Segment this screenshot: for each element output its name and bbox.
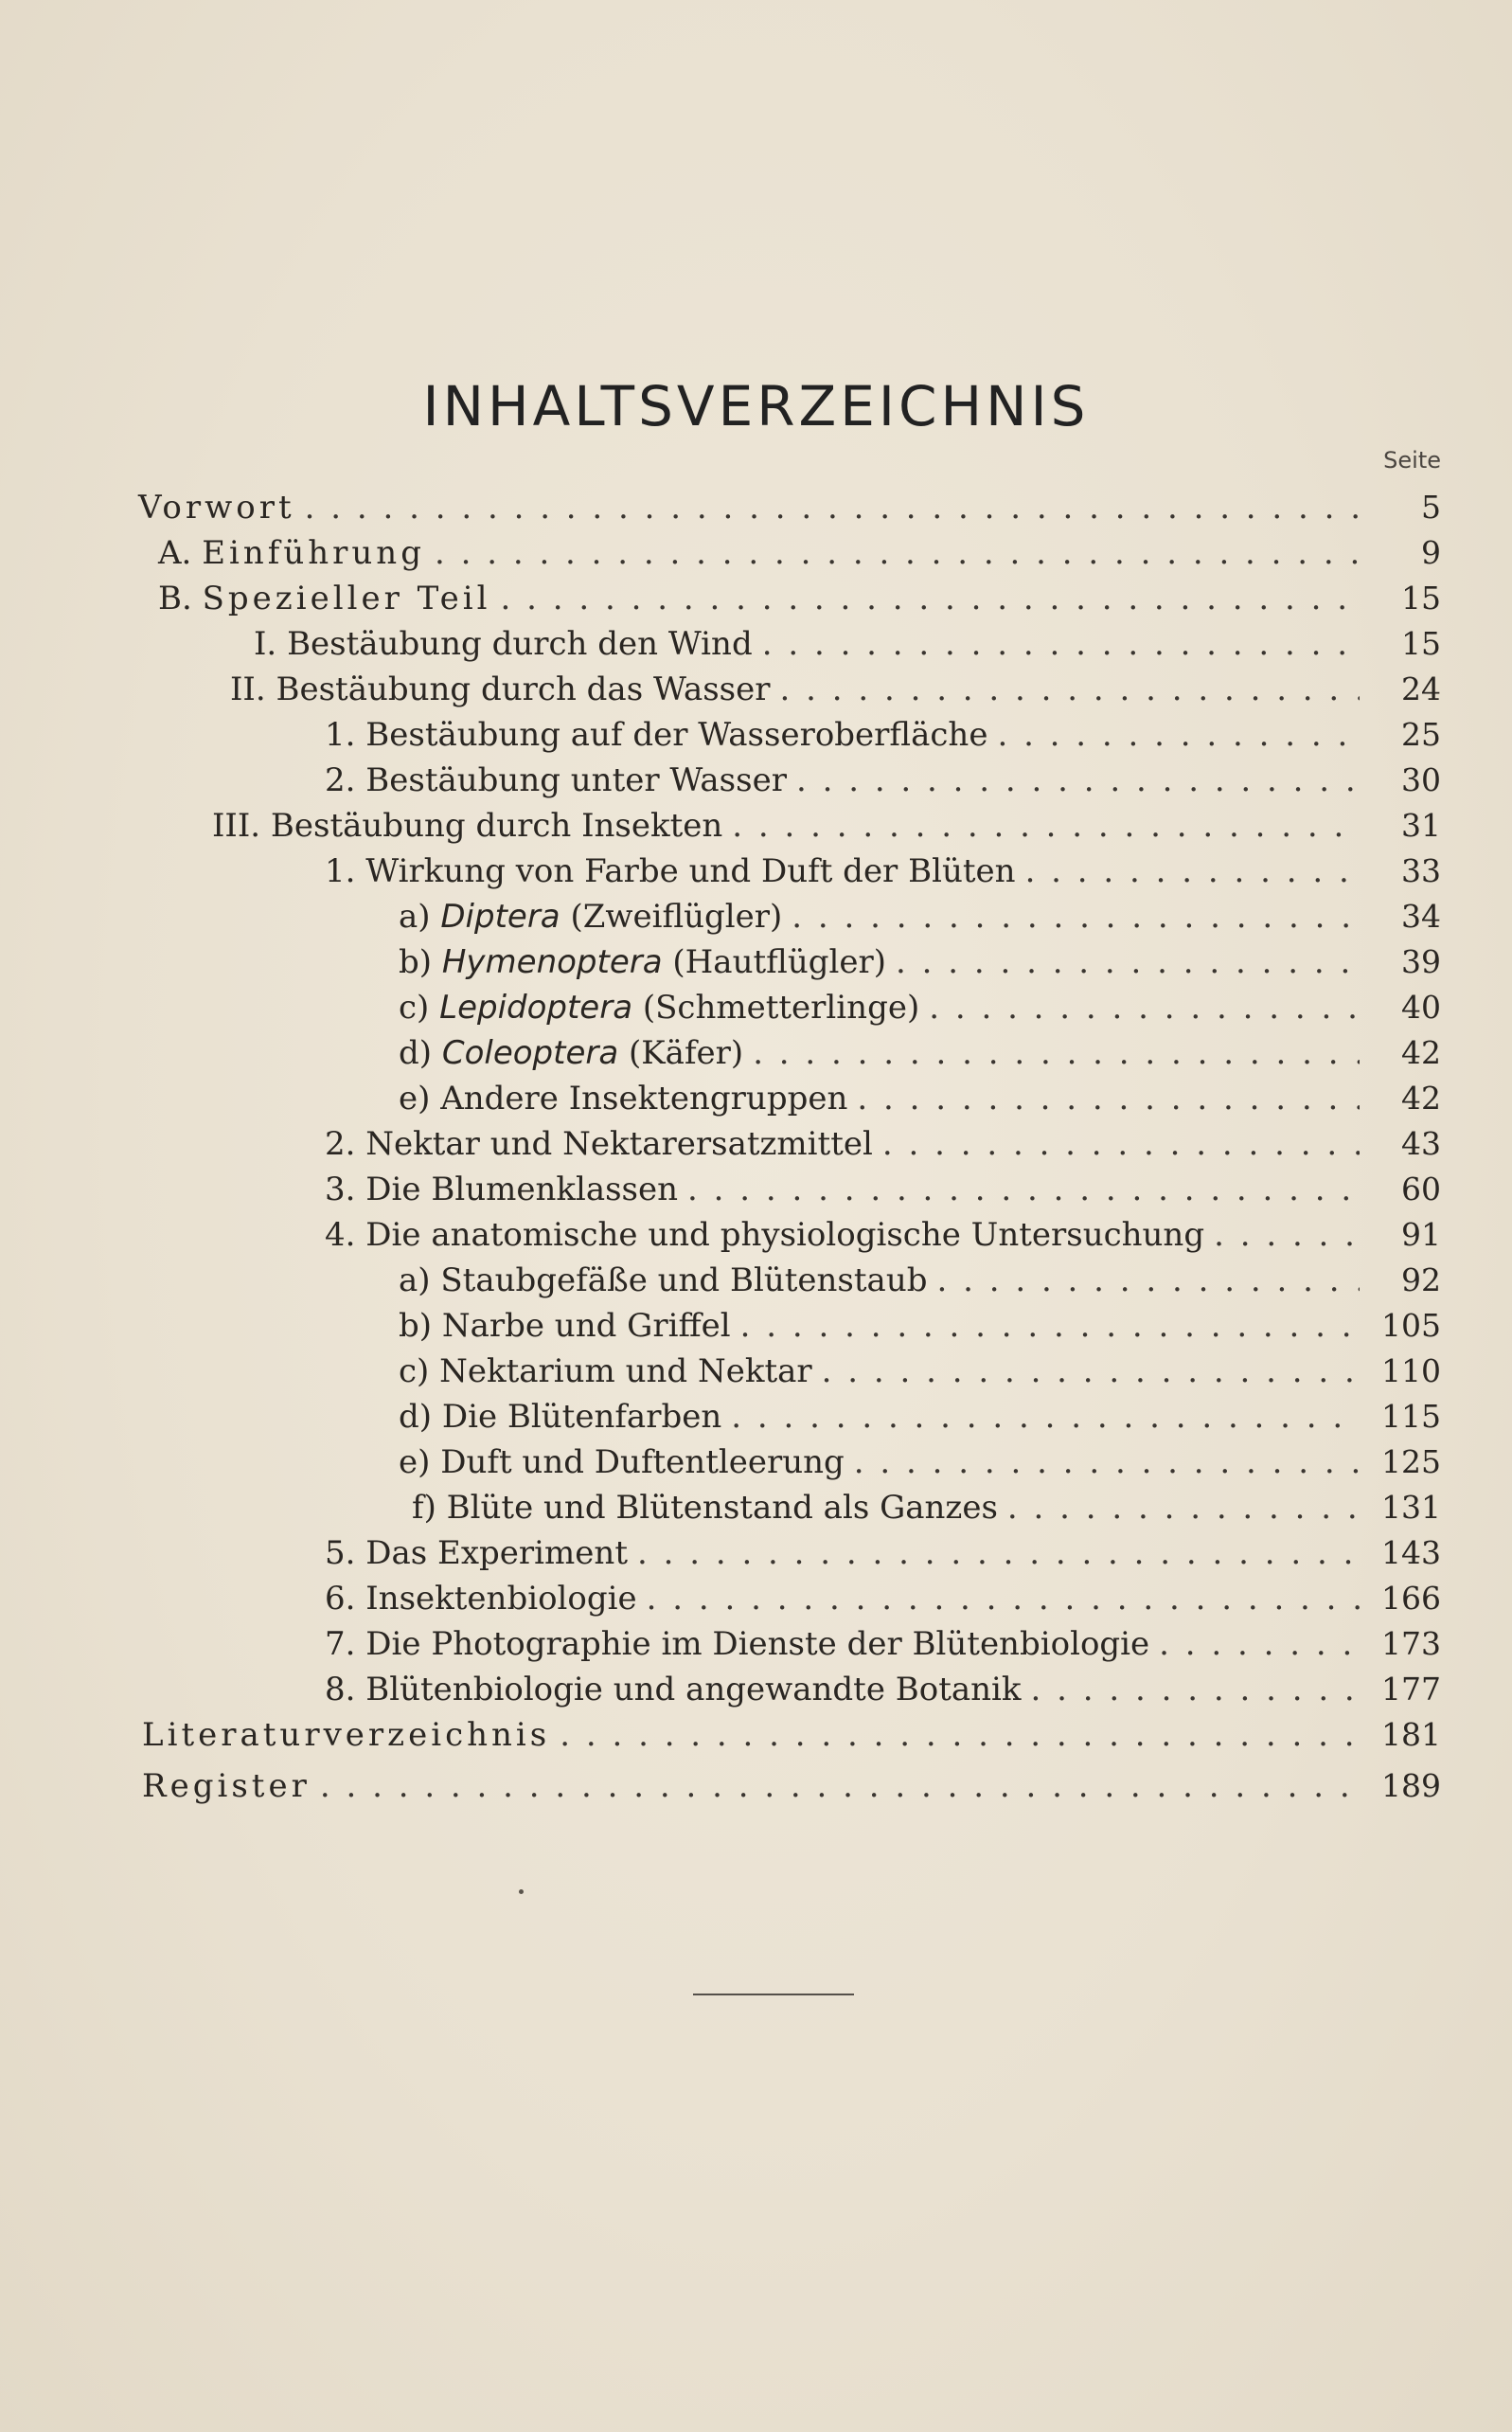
toc-label: (Käfer) (629, 1034, 744, 1072)
toc-entry (399, 1076, 1441, 1121)
toc-number: 7. (325, 1625, 356, 1663)
toc-label: Blüte und Blütenstand als Ganzes (446, 1489, 998, 1527)
toc-label: Die Blütenfarben (441, 1398, 722, 1436)
toc-page-number: 39 (1401, 943, 1441, 980)
toc-number: I. (254, 625, 277, 663)
dot-leader (792, 894, 1360, 939)
toc-label: Spezieller Teil (202, 580, 491, 617)
toc-entry (325, 712, 1441, 758)
toc-number: 4. (325, 1216, 356, 1254)
toc-label: Bestäubung unter Wasser (365, 761, 787, 799)
toc-entry (325, 1667, 1441, 1712)
toc-page-number: 25 (1401, 716, 1441, 753)
toc-page-number: 92 (1401, 1261, 1441, 1298)
toc-page-number: 181 (1381, 1716, 1441, 1753)
toc-label-italic: Coleoptera (441, 1034, 619, 1072)
toc-label: (Schmetterlinge) (642, 989, 920, 1027)
toc-page-number: 115 (1381, 1398, 1441, 1435)
dot-leader (732, 803, 1360, 849)
toc-entry (230, 667, 1441, 712)
toc-number: 6. (325, 1580, 356, 1618)
toc-number: A. (158, 534, 192, 572)
toc-entry (325, 1121, 1441, 1167)
toc-entry (399, 985, 1441, 1030)
toc-page-number: 131 (1381, 1489, 1441, 1526)
toc-number: III. (212, 807, 261, 845)
toc-label: Staubgefäße und Blütenstaub (440, 1261, 928, 1299)
page-column-label: Seite (1383, 447, 1441, 474)
paper-speck (519, 1889, 524, 1894)
toc-label: Die Blumenklassen (365, 1171, 679, 1208)
toc-number: 1. (325, 716, 356, 754)
toc-label: (Hautflügler) (672, 943, 886, 981)
toc-page-number: 9 (1421, 534, 1441, 571)
toc-label: Vorwort (138, 489, 295, 527)
toc-entry (399, 1030, 1441, 1076)
toc-page-number: 189 (1381, 1767, 1441, 1804)
toc-entry (325, 1212, 1441, 1258)
toc-number: b) (399, 1307, 433, 1345)
toc-entry (399, 1303, 1441, 1349)
toc-entry (325, 849, 1441, 894)
toc-page-number: 34 (1401, 898, 1441, 935)
toc-page-number: 177 (1381, 1671, 1441, 1708)
toc-number: d) (399, 1034, 433, 1072)
dot-leader (1214, 1212, 1360, 1258)
dot-leader (762, 621, 1360, 667)
toc-number: 2. (325, 761, 356, 799)
toc-number: II. (230, 671, 266, 708)
toc-number: b) (399, 943, 433, 981)
dot-leader (936, 1258, 1360, 1303)
toc-entry (399, 894, 1441, 939)
toc-page-number: 30 (1401, 761, 1441, 798)
toc-entry (325, 758, 1441, 803)
toc-page-number: 110 (1381, 1352, 1441, 1389)
toc-entry (158, 530, 1441, 576)
toc-number: c) (399, 989, 430, 1027)
toc-entry (142, 1712, 1441, 1758)
toc-number: c) (399, 1352, 430, 1390)
toc-label: Das Experiment (365, 1534, 628, 1572)
closing-rule (693, 1994, 854, 1995)
toc-label: Nektar und Nektarersatzmittel (365, 1125, 873, 1163)
toc-page-number: 5 (1421, 489, 1441, 526)
dot-leader (687, 1167, 1360, 1212)
toc-page-number: 42 (1401, 1034, 1441, 1071)
toc-page-number: 40 (1401, 989, 1441, 1026)
toc-page-number: 91 (1401, 1216, 1441, 1253)
toc-number: e) (399, 1080, 431, 1118)
toc-number: 1. (325, 852, 356, 890)
dot-leader (997, 712, 1360, 758)
dot-leader (1031, 1667, 1360, 1712)
toc-label: Nektarium und Nektar (439, 1352, 812, 1390)
toc-page-number: 42 (1401, 1080, 1441, 1117)
toc-label: Insektenbiologie (365, 1580, 637, 1618)
dot-leader (740, 1303, 1360, 1349)
dot-leader (1025, 849, 1360, 894)
toc-label: Die Photographie im Dienste der Blütenbiologie (365, 1625, 1150, 1663)
toc-page-number: 125 (1381, 1443, 1441, 1480)
toc-entry (325, 1576, 1441, 1621)
toc-entry (254, 621, 1441, 667)
toc-label: (Zweiflügler) (570, 898, 783, 936)
toc-label: Bestäubung auf der Wasseroberfläche (365, 716, 988, 754)
toc-entry (399, 1349, 1441, 1394)
toc-label-italic: Diptera (440, 898, 560, 936)
toc-label: Blütenbiologie und angewandte Botanik (365, 1671, 1022, 1708)
dot-leader (929, 985, 1360, 1030)
toc-page-number: 15 (1401, 580, 1441, 617)
toc-label: Duft und Duftentleerung (440, 1443, 845, 1481)
toc-number: 5. (325, 1534, 356, 1572)
toc-page-number: 105 (1381, 1307, 1441, 1344)
toc-entry (399, 939, 1441, 985)
toc-label: Einführung (202, 534, 425, 572)
toc-entry (399, 1394, 1441, 1440)
dot-leader (435, 530, 1360, 576)
toc-entry (325, 1167, 1441, 1212)
dot-leader (854, 1440, 1360, 1485)
toc-entry (399, 1440, 1441, 1485)
toc-page-number: 60 (1401, 1171, 1441, 1207)
toc-entry (158, 576, 1441, 621)
dot-leader (882, 1121, 1360, 1167)
dot-leader (796, 758, 1360, 803)
toc-page-number: 15 (1401, 625, 1441, 662)
toc-number: e) (399, 1443, 431, 1481)
toc-page-number: 143 (1381, 1534, 1441, 1571)
toc-number: a) (399, 898, 431, 936)
toc-number: 2. (325, 1125, 356, 1163)
dot-leader (753, 1030, 1360, 1076)
dot-leader (1159, 1621, 1360, 1667)
toc-number: d) (399, 1398, 433, 1436)
dot-leader (1007, 1485, 1360, 1530)
toc-entry (142, 1763, 1441, 1809)
dot-leader (320, 1763, 1360, 1809)
toc-entry (212, 803, 1441, 849)
toc-entry (399, 1258, 1441, 1303)
toc-page-number: 24 (1401, 671, 1441, 707)
dot-leader (305, 485, 1360, 530)
dot-leader (857, 1076, 1360, 1121)
dot-leader (822, 1349, 1360, 1394)
toc-number: a) (399, 1261, 431, 1299)
toc-number: 3. (325, 1171, 356, 1208)
toc-label: Bestäubung durch das Wasser (276, 671, 771, 708)
toc-entry (325, 1530, 1441, 1576)
toc-page-number: 166 (1381, 1580, 1441, 1617)
toc-number: f) (412, 1489, 436, 1527)
dot-leader (560, 1712, 1360, 1758)
toc-label: Andere Insektengruppen (440, 1080, 848, 1118)
toc-label: Register (142, 1767, 311, 1805)
toc-entry (138, 485, 1441, 530)
dot-leader (647, 1576, 1360, 1621)
toc-label: Narbe und Griffel (441, 1307, 731, 1345)
toc-page-number: 31 (1401, 807, 1441, 844)
toc-label: Bestäubung durch den Wind (287, 625, 753, 663)
dot-leader (501, 576, 1360, 621)
dot-leader (780, 667, 1361, 712)
toc-label-italic: Lepidoptera (439, 989, 633, 1027)
toc-entry (325, 1621, 1441, 1667)
toc-label: Bestäubung durch Insekten (270, 807, 723, 845)
toc-page-number: 43 (1401, 1125, 1441, 1162)
toc-number: 8. (325, 1671, 356, 1708)
page-title: INHALTSVERZEICHNIS (422, 374, 1090, 438)
toc-number: B. (158, 580, 192, 617)
toc-label: Die anatomische und physiologische Untersuchung (365, 1216, 1205, 1254)
toc-label: Literaturverzeichnis (142, 1716, 551, 1754)
dot-leader (731, 1394, 1360, 1440)
toc-label-italic: Hymenoptera (441, 943, 663, 981)
toc-page-number: 173 (1381, 1625, 1441, 1662)
dot-leader (896, 939, 1360, 985)
dot-leader (637, 1530, 1360, 1576)
toc-page-number: 33 (1401, 852, 1441, 889)
toc-label: Wirkung von Farbe und Duft der Blüten (365, 852, 1016, 890)
toc-entry (412, 1485, 1441, 1530)
